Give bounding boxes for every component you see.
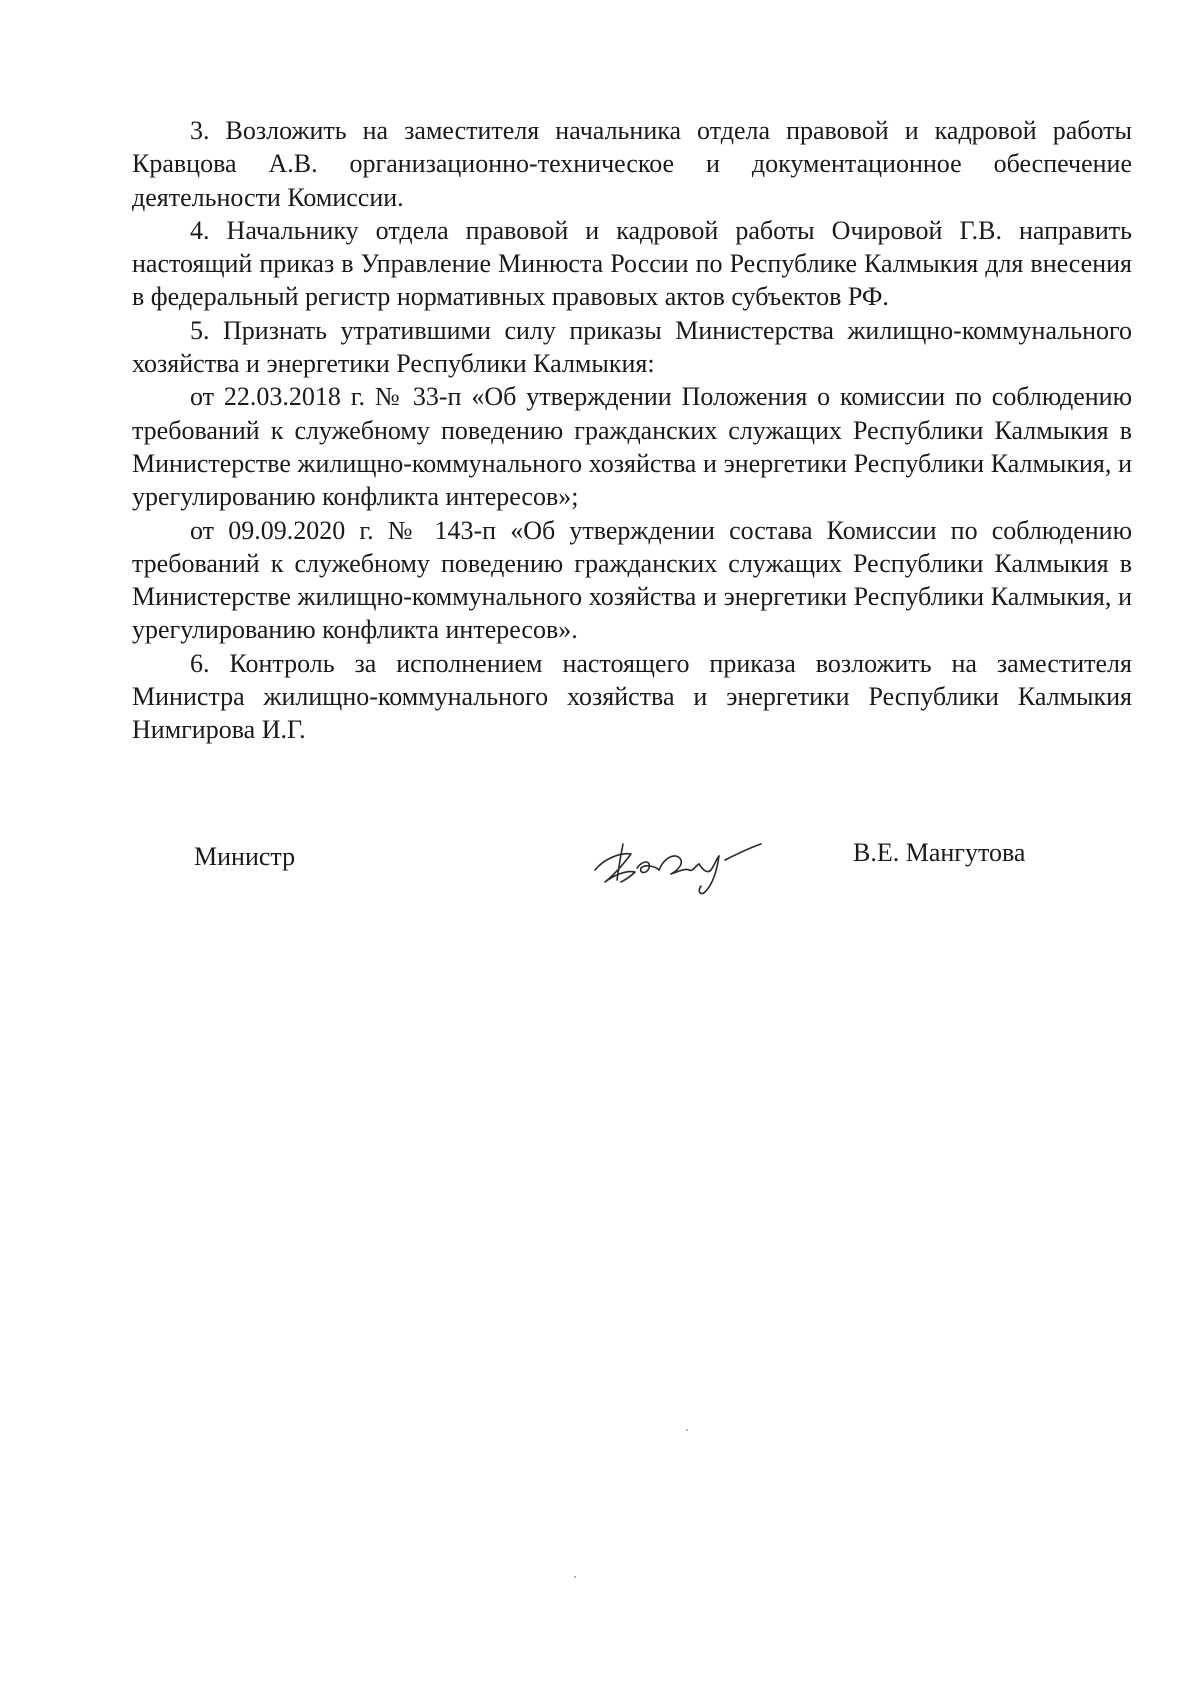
handwritten-signature <box>585 830 795 900</box>
scan-speck <box>686 1429 688 1431</box>
signature-block <box>0 830 1200 900</box>
paragraph-5: 5. Признать утратившими силу приказы Министерства жилищно-коммунального хозяйства и энергетики Республики Калмыкия: <box>132 315 1132 379</box>
paragraph-6: 6. Контроль за исполнением настоящего приказа возложить на заместителя Министра жилищно-коммунального хозяйства и энергетики Республики Калмыкия Нимгирова И.Г. <box>132 648 1132 745</box>
signatory-title: Министр <box>194 842 296 871</box>
paragraph-3: 3. Возложить на заместителя начальника отдела правовой и кадровой работы Кравцова А.В. организационно-техническое и документационное обеспечение деятельности Комиссии. <box>132 116 1132 212</box>
scan-speck <box>574 1576 576 1578</box>
paragraph-4: 4. Начальнику отдела правовой и кадровой работы Очировой Г.В. направить настоящий приказ в Управление Минюста России по Республике Калмыкия для внесения в федеральный регистр нормативных правовых актов субъектов РФ. <box>132 215 1132 312</box>
paragraph-5-order-2018: от 22.03.2018 г. № 33-п «Об утверждении Положения о комиссии по соблюдению требований к служебному поведению гражданских служащих Республики Калмыкия в Министерстве жилищно-коммунального хозяйства и энергетики Республики Калмыкия, и урегулированию конфликта интересов»; <box>132 382 1132 512</box>
signatory-name: В.Е. Мангутова <box>853 838 1026 867</box>
paragraph-5-order-2020: от 09.09.2020 г. № 143-п «Об утверждении состава Комиссии по соблюдению требований к служебному поведению гражданских служащих Республики Калмыкия в Министерстве жилищно-коммунального хозяйства и энергетики Республики Калмыкия, и урегулированию конфликта интересов». <box>132 515 1132 645</box>
document-body <box>132 114 1132 747</box>
